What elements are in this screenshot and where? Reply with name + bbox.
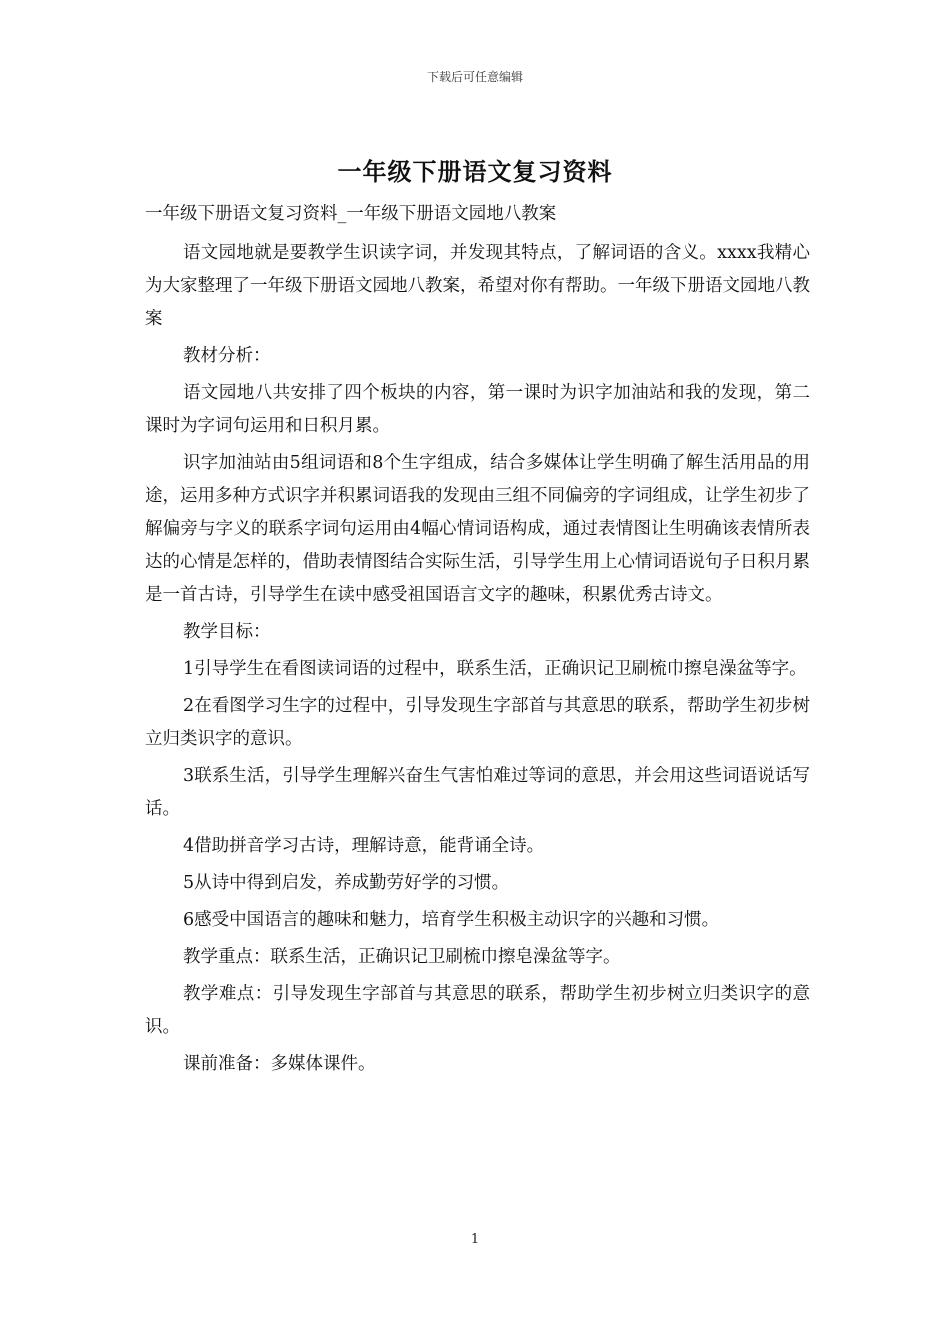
goal-item: 3联系生活，引导学生理解兴奋生气害怕难过等词的意思，并会用这些词语说话写话。 xyxy=(145,766,810,819)
document-body xyxy=(145,198,810,1085)
body-paragraph: 识字加油站由5组词语和8个生字组成，结合多媒体让学生明确了解生活用品的用途，运用多种方式识字并积累词语我的发现由三组不同偏旁的字词组成，让学生初步了解偏旁与字义的联系字词句运用由4幅心情词语构成，通过表情图让生明确该表情所表达的心情是怎样的，借助表情图结合实际生活，引导学生用上心情词语说句子日积月累是一首古诗，引导学生在读中感受祖国语言文字的趣味，积累优秀古诗文。 xyxy=(145,453,810,605)
subtitle-paragraph: 一年级下册语文复习资料_一年级下册语文园地八教案 xyxy=(145,204,557,224)
teaching-difficulty: 教学难点：引导发现生字部首与其意思的联系，帮助学生初步树立归类识字的意识。 xyxy=(145,984,810,1037)
goal-item: 6感受中国语言的趣味和魅力，培育学生积极主动识字的兴趣和习惯。 xyxy=(183,910,720,930)
section-heading-teaching-goals: 教学目标： xyxy=(183,622,271,642)
teaching-focus: 教学重点：联系生活，正确识记卫刷梳巾擦皂澡盆等字。 xyxy=(183,947,621,967)
intro-paragraph: 语文园地就是要教学生识读字词，并发现其特点，了解词语的含义。xxxx我精心为大家整理了一年级下册语文园地八教案，希望对你有帮助。一年级下册语文园地八教案 xyxy=(145,243,810,329)
goal-item: 5从诗中得到启发，养成勤劳好学的习惯。 xyxy=(183,873,510,893)
goal-item: 4借助拼音学习古诗，理解诗意，能背诵全诗。 xyxy=(183,836,545,856)
goal-item: 1引导学生在看图读词语的过程中，联系生活，正确识记卫刷梳巾擦皂澡盆等字。 xyxy=(183,659,807,679)
body-paragraph: 语文园地八共安排了四个板块的内容，第一课时为识字加油站和我的发现，第二课时为字词句运用和日积月累。 xyxy=(145,383,810,436)
document-title: 一年级下册语文复习资料 xyxy=(337,157,613,186)
section-heading-material-analysis: 教材分析： xyxy=(183,346,271,366)
page-number: 1 xyxy=(470,1232,480,1247)
goal-item: 2在看图学习生字的过程中，引导发现生字部首与其意思的联系，帮助学生初步树立归类识字的意识。 xyxy=(145,696,810,749)
preparation: 课前准备：多媒体课件。 xyxy=(183,1054,376,1074)
header-note: 下载后可任意编辑 xyxy=(426,70,523,84)
